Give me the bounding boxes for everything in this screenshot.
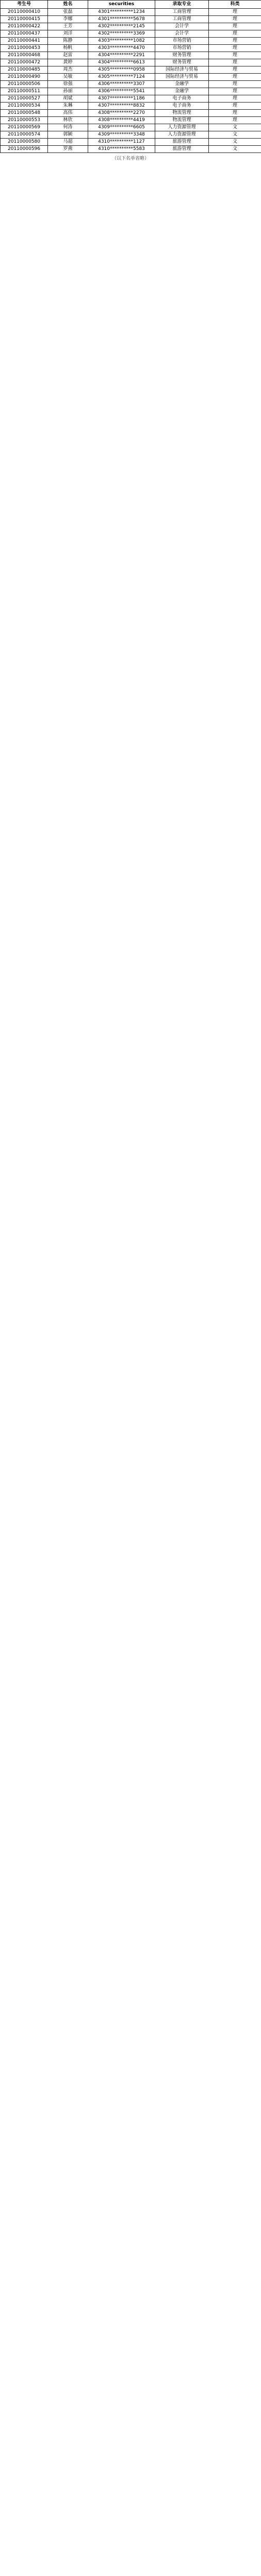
- id-number-cell: 4304**********6613: [88, 59, 155, 66]
- exam-id-cell: 20110000534: [1, 103, 48, 110]
- name-cell: 刘洋: [48, 30, 88, 38]
- major-cell: 金融学: [155, 88, 209, 95]
- exam-id-cell: 20110000441: [1, 38, 48, 45]
- category-cell: 理: [209, 103, 261, 110]
- exam-id-cell: 20110000485: [1, 66, 48, 74]
- admission-table: [0, 0, 261, 153]
- major-cell: 人力资源管理: [155, 131, 209, 139]
- exam-id-cell: 20110000574: [1, 131, 48, 139]
- name-cell: 马超: [48, 139, 88, 146]
- name-cell: 张磊: [48, 9, 88, 16]
- name-cell: 陈静: [48, 38, 88, 45]
- table-row: [1, 146, 261, 153]
- id-number-cell: 4307**********1186: [88, 95, 155, 103]
- exam-id-cell: 20110000410: [1, 9, 48, 16]
- exam-id-cell: 20110000506: [1, 81, 48, 88]
- table-row: [1, 131, 261, 139]
- name-cell: 李娜: [48, 16, 88, 23]
- header-major: 录取专业: [155, 1, 209, 9]
- category-cell: 理: [209, 74, 261, 81]
- table-row: [1, 23, 261, 30]
- category-cell: 理: [209, 81, 261, 88]
- category-cell: 文: [209, 124, 261, 131]
- exam-id-cell: 20110000453: [1, 45, 48, 52]
- major-cell: 物流管理: [155, 110, 209, 117]
- category-cell: 理: [209, 66, 261, 74]
- name-cell: 周杰: [48, 66, 88, 74]
- table-row: [1, 16, 261, 23]
- exam-id-cell: 20110000468: [1, 52, 48, 59]
- name-cell: 孙丽: [48, 88, 88, 95]
- name-cell: 郭颖: [48, 131, 88, 139]
- table-row: [1, 30, 261, 38]
- id-number-cell: 4309**********3348: [88, 131, 155, 139]
- major-cell: 人力资源管理: [155, 124, 209, 131]
- id-number-cell: 4309**********6605: [88, 124, 155, 131]
- id-number-cell: 4310**********1127: [88, 139, 155, 146]
- major-cell: 旅游管理: [155, 139, 209, 146]
- header-row: [1, 1, 261, 9]
- header-name: 姓名: [48, 1, 88, 9]
- exam-id-cell: 20110000596: [1, 146, 48, 153]
- category-cell: 理: [209, 88, 261, 95]
- name-cell: 罗燕: [48, 146, 88, 153]
- table-header: [1, 1, 261, 9]
- table-row: [1, 45, 261, 52]
- major-cell: 金融学: [155, 81, 209, 88]
- id-number-cell: 4308**********4419: [88, 117, 155, 124]
- name-cell: 吴敏: [48, 74, 88, 81]
- name-cell: 高伟: [48, 110, 88, 117]
- table-row: [1, 9, 261, 16]
- table-row: [1, 52, 261, 59]
- name-cell: 黄婷: [48, 59, 88, 66]
- name-cell: 徐强: [48, 81, 88, 88]
- major-cell: 财务管理: [155, 59, 209, 66]
- table-row: [1, 124, 261, 131]
- header-exam-id: 考生号: [1, 1, 48, 9]
- category-cell: 理: [209, 59, 261, 66]
- exam-id-cell: 20110000569: [1, 124, 48, 131]
- table-row: [1, 139, 261, 146]
- name-cell: 杨帆: [48, 45, 88, 52]
- major-cell: 工商管理: [155, 16, 209, 23]
- major-cell: 会计学: [155, 30, 209, 38]
- category-cell: 文: [209, 146, 261, 153]
- table-row: [1, 38, 261, 45]
- major-cell: 市场营销: [155, 38, 209, 45]
- major-cell: 财务管理: [155, 52, 209, 59]
- table-row: [1, 66, 261, 74]
- name-cell: 赵雷: [48, 52, 88, 59]
- exam-id-cell: 20110000511: [1, 88, 48, 95]
- name-cell: 王芳: [48, 23, 88, 30]
- category-cell: 理: [209, 117, 261, 124]
- category-cell: 文: [209, 139, 261, 146]
- id-number-cell: 4306**********3307: [88, 81, 155, 88]
- id-number-cell: 4304**********2291: [88, 52, 155, 59]
- id-number-cell: 4307**********8832: [88, 103, 155, 110]
- category-cell: 理: [209, 9, 261, 16]
- major-cell: 会计学: [155, 23, 209, 30]
- table-body: [1, 9, 261, 153]
- table-row: [1, 74, 261, 81]
- category-cell: 理: [209, 110, 261, 117]
- major-cell: 电子商务: [155, 103, 209, 110]
- table-row: [1, 110, 261, 117]
- id-number-cell: 4310**********5583: [88, 146, 155, 153]
- id-number-cell: 4306**********5541: [88, 88, 155, 95]
- table-row: [1, 81, 261, 88]
- major-cell: 工商管理: [155, 9, 209, 16]
- exam-id-cell: 20110000437: [1, 30, 48, 38]
- exam-id-cell: 20110000422: [1, 23, 48, 30]
- major-cell: 国际经济与贸易: [155, 66, 209, 74]
- category-cell: 理: [209, 52, 261, 59]
- category-cell: 理: [209, 45, 261, 52]
- name-cell: 胡斌: [48, 95, 88, 103]
- major-cell: 电子商务: [155, 95, 209, 103]
- table-row: [1, 88, 261, 95]
- category-cell: 理: [209, 30, 261, 38]
- name-cell: 何涛: [48, 124, 88, 131]
- table-row: [1, 95, 261, 103]
- header-category: 科类: [209, 1, 261, 9]
- exam-id-cell: 20110000580: [1, 139, 48, 146]
- exam-id-cell: 20110000415: [1, 16, 48, 23]
- exam-id-cell: 20110000553: [1, 117, 48, 124]
- id-number-cell: 4308**********2270: [88, 110, 155, 117]
- category-cell: 理: [209, 95, 261, 103]
- exam-id-cell: 20110000472: [1, 59, 48, 66]
- exam-id-cell: 20110000527: [1, 95, 48, 103]
- id-number-cell: 4302**********2145: [88, 23, 155, 30]
- table-row: [1, 59, 261, 66]
- id-number-cell: 4305**********7124: [88, 74, 155, 81]
- name-cell: 朱琳: [48, 103, 88, 110]
- major-cell: 旅游管理: [155, 146, 209, 153]
- category-cell: 理: [209, 16, 261, 23]
- category-cell: 理: [209, 38, 261, 45]
- major-cell: 市场营销: [155, 45, 209, 52]
- name-cell: 林欣: [48, 117, 88, 124]
- id-number-cell: 4301**********5678: [88, 16, 155, 23]
- id-number-cell: 4305**********0958: [88, 66, 155, 74]
- table-row: [1, 117, 261, 124]
- id-number-cell: 4303**********4470: [88, 45, 155, 52]
- admission-list-sheet: [0, 0, 261, 164]
- table-note: （以下名单省略）: [111, 156, 149, 161]
- category-cell: 文: [209, 131, 261, 139]
- exam-id-cell: 20110000490: [1, 74, 48, 81]
- major-cell: 国际经济与贸易: [155, 74, 209, 81]
- exam-id-cell: 20110000548: [1, 110, 48, 117]
- major-cell: 物流管理: [155, 117, 209, 124]
- table-row: [1, 103, 261, 110]
- header-id-number: securities: [88, 1, 155, 9]
- id-number-cell: 4303**********1082: [88, 38, 155, 45]
- id-number-cell: 4301**********1234: [88, 9, 155, 16]
- id-number-cell: 4302**********3369: [88, 30, 155, 38]
- category-cell: 理: [209, 23, 261, 30]
